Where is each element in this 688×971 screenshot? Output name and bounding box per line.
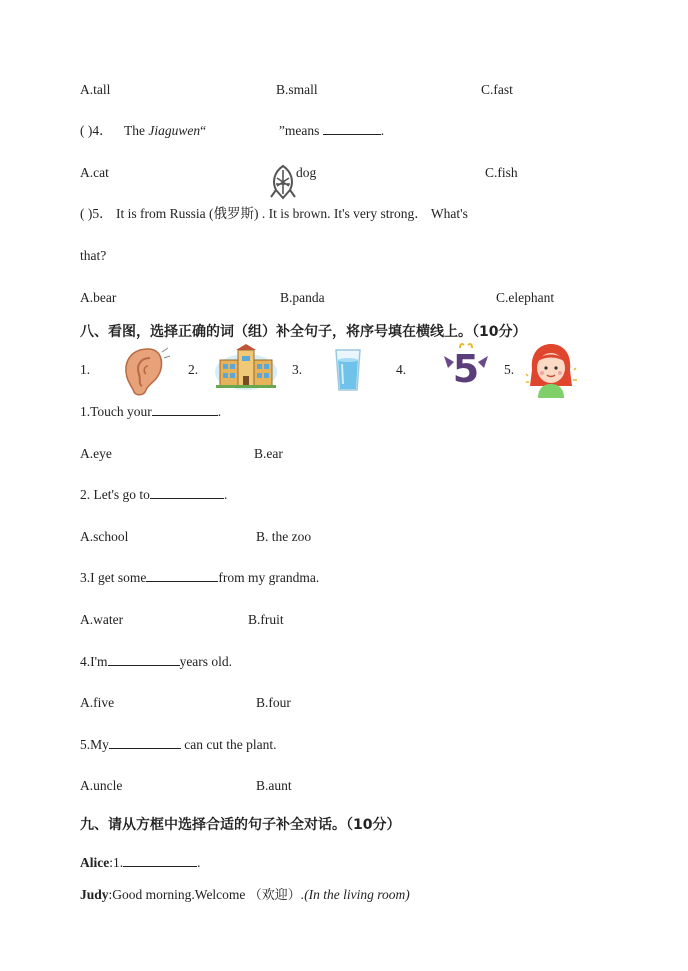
- q4-term: Jiaguwen: [148, 123, 201, 138]
- q4-paren: ( )4．: [80, 123, 113, 138]
- pic-num-4: 4.: [396, 362, 407, 377]
- judy-cn-note: （欢迎）: [248, 888, 301, 903]
- pic-num-3: 3.: [292, 362, 303, 377]
- q4-quote-close: ”means: [278, 123, 320, 138]
- s8-q5: [80, 736, 276, 754]
- section-9-title: 九、请从方框中选择合适的句子补全对话。（10分）: [80, 817, 401, 833]
- girl-aunt-icon: [522, 340, 580, 398]
- s8-q4-option-b: B.four: [256, 695, 291, 710]
- s8-q1-option-b: B.ear: [254, 446, 283, 461]
- pic-num-2: 2.: [188, 362, 199, 377]
- alice-text: :1.: [109, 855, 124, 870]
- pic-num-5: 5.: [504, 362, 515, 377]
- q5-line-1: ( )5． It is from Russia (俄罗斯) . It is brown. It's very strong． What's: [80, 206, 468, 221]
- s8-q5-text: 5.My: [80, 737, 109, 752]
- s8-q1-end: .: [217, 404, 222, 419]
- s8-q4-blank[interactable]: [108, 653, 180, 666]
- alice-speaker: Alice: [80, 855, 110, 870]
- s8-q2-text: 2. Let's go to: [80, 487, 150, 502]
- q4-pre: The: [124, 123, 149, 138]
- judy-speaker: Judy: [80, 887, 109, 902]
- section-8-title: 八、看图，选择正确的词（组）补全句子，将序号填在横线上。（10分）: [80, 324, 527, 340]
- s8-q3-option-b: B.fruit: [248, 612, 284, 627]
- q3-option-a: A.tall: [80, 82, 111, 97]
- pic-num-1: 1.: [80, 362, 91, 377]
- s8-q4-text: 4.I'm: [80, 654, 108, 669]
- alice-end: .: [197, 855, 201, 870]
- s8-q3-text: 3.I get some: [80, 570, 147, 585]
- s8-q2: [80, 486, 227, 504]
- q5-option-a: A.bear: [80, 290, 117, 305]
- q4-option-b: dog: [296, 165, 317, 180]
- q3-option-c: C.fast: [481, 82, 513, 97]
- q4-quote-open: “: [200, 123, 207, 138]
- jiaguwen-fish-icon: [266, 164, 300, 200]
- s8-q4: [80, 653, 232, 671]
- s8-q1-text: 1.Touch your: [80, 404, 152, 419]
- q5-option-b: B.panda: [280, 290, 325, 305]
- s8-q3-blank[interactable]: [146, 569, 218, 582]
- s8-q5-option-a: A.uncle: [80, 778, 123, 793]
- q4-option-a: A.cat: [80, 165, 109, 180]
- judy-location-note: .(In the living room): [300, 887, 410, 902]
- svg-text:5: 5: [452, 347, 480, 388]
- s8-q3-option-a: A.water: [80, 612, 124, 627]
- s8-q5-end: can cut the plant.: [180, 737, 277, 752]
- q4-question: [80, 122, 384, 140]
- q4-end: .: [380, 123, 385, 138]
- s8-q3-end: from my grandma.: [218, 570, 320, 585]
- school-icon: [214, 342, 278, 390]
- s8-q1: [80, 403, 221, 421]
- alice-answer-blank[interactable]: [123, 854, 197, 867]
- s8-q5-option-b: B.aunt: [256, 778, 292, 793]
- s8-q4-end: years old.: [179, 654, 233, 669]
- s8-q3: [80, 569, 319, 587]
- s8-q4-option-a: A.five: [80, 695, 115, 710]
- q5-option-c: C.elephant: [496, 290, 555, 305]
- dialog-alice-line: [80, 854, 201, 872]
- q4-answer-blank[interactable]: [323, 122, 381, 135]
- water-glass-icon: [332, 346, 364, 394]
- judy-text: :Good morning.Welcome: [108, 887, 249, 902]
- q4-option-c: C.fish: [485, 165, 518, 180]
- s8-q5-blank[interactable]: [109, 736, 181, 749]
- s8-q1-blank[interactable]: [152, 403, 218, 416]
- s8-q2-end: .: [223, 487, 228, 502]
- number-five-icon: [438, 342, 494, 388]
- s8-q2-blank[interactable]: [150, 486, 224, 499]
- s8-q1-option-a: A.eye: [80, 446, 112, 461]
- ear-icon: [118, 346, 172, 396]
- dialog-judy-line: [80, 886, 410, 905]
- q3-option-b: B.small: [276, 82, 318, 97]
- s8-q2-option-a: A.school: [80, 529, 129, 544]
- q5-line-2: that?: [80, 248, 107, 263]
- s8-q2-option-b: B. the zoo: [256, 529, 312, 544]
